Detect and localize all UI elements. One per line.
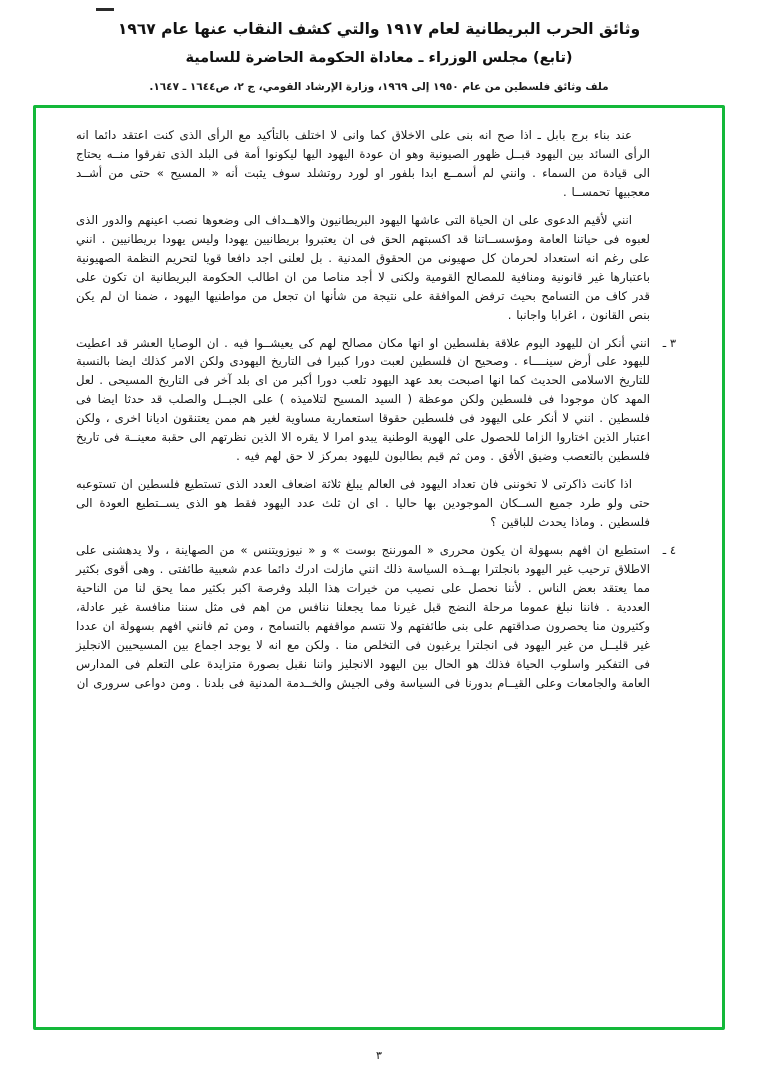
paragraph-block [76, 334, 676, 467]
scan-edge-mark [96, 8, 114, 11]
paragraph-number [650, 211, 676, 325]
paragraph-block [76, 211, 676, 325]
paragraph-block [76, 126, 676, 202]
document-title-line-2: (تابع) مجلس الوزراء ـ معاداة الحكومة الحاضرة للسامية [185, 50, 573, 67]
paragraph-text: استطيع ان افهم بسهولة ان يكون محررى « المورننج بوست » و « نيوزويتنس » من الصهاينة ، ولا يدهشنى على الاطلاق ترحيب غير اليهود بانجلترا بهــذه السياسة ذلك انني مازلت ادرك دائما عدم شعبية طائفتى . وهى أقوى بكثير مما يعتقد بعض الناس . لأننا نحصل على نصيب من خيرات هذا البلد وفرصة اكبر بكثير مما يحق لنا من الناحية العددية . فاننا نبلغ عموما مرحلة النضج قبل غيرنا مما يجعلنا ننافس من اهم فى مثل سننا منافسة غير عادلة، وكثيرون منا يحصرون صداقتهم على بنى طائفتهم ولا نتسم مواقفهم بالتسامح ، ومن ثم فانني افهم بسهولة ان عددا غير قليــل من غير اليهود فى انجلترا يرغبون فى التخلص منا . ولكن مع انه لا يوجد اجماع بين المسيحيين الانجليز فى التفكير واسلوب الحياة فذلك هو الحال بين اليهود الانجليز واننا نقبل بصورة متزايدة على التعلم فى المدارس العامة والجامعات وعلى القيــام بدورنا فى السياسة وفى الجيش والخــدمة المدنية فى بلدنا . ومن دواعى سرورى ان [76, 543, 650, 690]
paragraph-body [76, 211, 650, 325]
paragraph-text: انني أنكر ان لليهود اليوم علاقة بفلسطين او انها مكان مصالح لهم كى يعيشــوا فيه . ان الوصايا العشر قد اعطيت لليهود على أرض سينــــاء . وصحيح ان فلسطين لعبت دورا كبيرا فى التاريخ اليهودى ولكن الامر كذلك ايضا بالنسبة للتاريخ الاسلامى الحديث كما انها اصبحت بعد عهد اليهود تلعب دورا أكبر من اى بلد آخر فى التاريخ المسيحى . لعل المهد كان موجودا فى فلسطين ولكن موعظة ( السيد المسيح لتلاميذه ) على الجبــل والصلب قد حدثا ايضا فى فلسطين . انني لا أنكر على اليهود فى فلسطين حقوقا استعمارية مساوية لغير هم ممن يعتنقون اديانا اخرى ، ولكن اعتبار الذين اختاروا الزاما للحصول على الهوية الوطنية يبدو امرا لا يقره الا الذين نظرتهم الى حقبة معينــة فى تاريخ فلسطين بالتعصب وضيق الأفق . ومن ثم قيم بطالبون لليهود بمركز لا حق لهم فيه . [76, 335, 650, 464]
paragraph-text: اذا كانت ذاكرتى لا تخوننى فان تعداد اليهود فى العالم يبلغ ثلاثة اضعاف العدد الذى تستطيع فلسطين ان تستوعبه حتى ولو طرد جميع الســكان الموجودين بها حاليا . اى ان ثلث عدد اليهود فقط هو الذى يســتطيع العودة الى فلسطين . وماذا يحدث للباقين ؟ [76, 477, 650, 530]
page-number: ٣ [376, 1049, 382, 1062]
paragraph-number: ٣ ـ [662, 335, 676, 350]
paragraph-number: ٤ ـ [662, 543, 676, 558]
document-title-line-1: وثائق الحرب البريطانية لعام ١٩١٧ والتي كشف النقاب عنها عام ١٩٦٧ [117, 20, 641, 38]
paragraph-text: عند بناء برج بابل ـ اذا صح انه بنى على الاخلاق كما وانى لا اختلف بالتأكيد مع الرأى الذى كنت اعتقد دائما انه الرأى السائد بين اليهود قبــل ظهور الصيونية وهو ان عودة اليهود اليها ليكونوا أمة فى البلد الذى تفرقوا منــه يحتاج الى قيادة من السماء . وانني لم أسمــع ابدا بلفور او لورد روتشلد سوف يثبت أنه « المسيح » حتى من أشــد معجبيها تحمســا . [76, 128, 650, 199]
paragraph-number [650, 475, 676, 532]
paragraph-body [76, 475, 650, 532]
content-frame-border [33, 105, 725, 1030]
paragraph-number [650, 126, 676, 202]
document-source-note: ملف وثائق فلسطين من عام ١٩٥٠ إلى ١٩٦٩، وزارة الإرشاد القومي، ج ٢، ص١٦٤٤ ـ ١٦٤٧. [149, 81, 609, 93]
paragraph-body [76, 126, 650, 202]
paragraph-block [76, 475, 676, 532]
paragraph-text: انني لأقيم الدعوى على ان الحياة التى عاشها اليهود البريطانيون والاهــداف الى وضعوها نصب اعينهم والدور الذى لعبوه فى حياتنا العامة ومؤسســاتنا قد اكسبتهم الحق فى ان يعتبروا بريطانيين يهودا وليس يهودا بريطانيين . انني على رغم انه استعداد لحرمان كل صهيونى من الحقوق المدنية . بل لعلنى اجد دافعا قويا لتحريم النظمة الصهيونية باعتبارها غير قانونية ومنافية للمصالح القومية ولكنى لا أجد مناصا من ان اطالب الحكومة البريطانية ان تكون على قدر كاف من التسامح بحيث ترفض الموافقة على نتيجة من شأنها ان تجعل من مواطنيها اليهود ، ضمنا ان لم يكن بنص القانون ، اغرابا واجانبا . [76, 212, 650, 322]
paragraph-body [76, 334, 650, 467]
paragraph-block [76, 541, 676, 693]
paragraph-body [76, 541, 650, 693]
document-body [36, 108, 722, 1027]
document-header [0, 0, 758, 96]
